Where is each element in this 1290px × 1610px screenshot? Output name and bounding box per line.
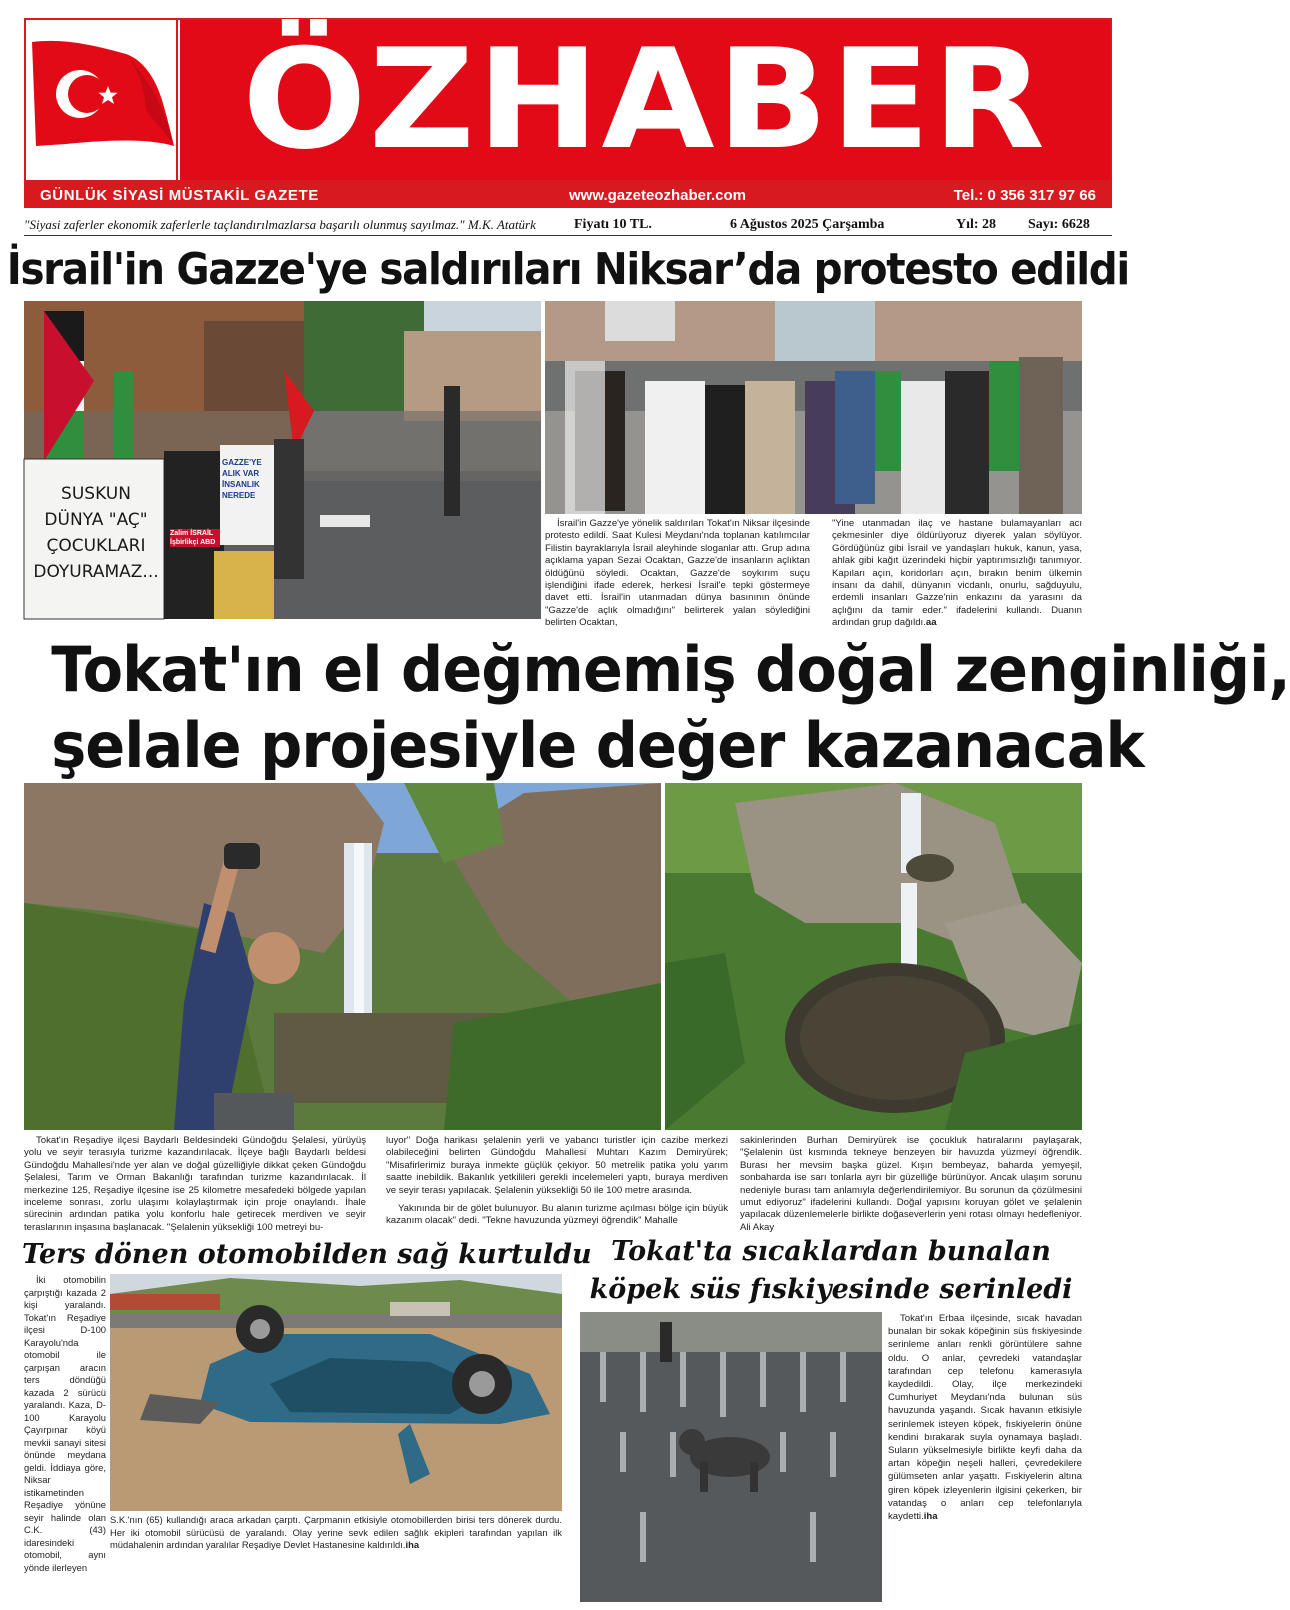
- story2-text-4: sakinlerinden Burhan Demiryürek ise çocukluk hatıralarını paylaşarak, "Şelalenin üst kısmında tekneye benzeyen bir havuzda yüzmeyi öğrendik. Burası her mevsim başka güzel. Kışın bembeyaz, baharda yemyeşil, sonbaharda ise sarı tonlarla ayrı bir güzelliğe bürünüyor. Ancak ulaşım sorunu nedeniyle burası tam anlamıyla değerlendirilemiyor. Bu sorunun da çözülmesini umut ediyoruz" ifadelerini kullandı. Doğal yapısını koruyan gölet ve şelalenin yapılacak düzenlemelerle birlikte doğaseverlerin yeni rotası olmayı hedefleniyor. Ali Akay: [740, 1135, 1082, 1233]
- masthead-info-bar: [24, 182, 1112, 208]
- protest-sign-text: SUSKUN DÜNYA "AÇ" ÇOCUKLARI DOYURAMAZ...: [33, 484, 159, 582]
- story2-text-3: Yakınında bir de gölet bulunuyor. Bu alanın turizme açılması bölge için büyük kazanım olacak" dedi. "Tekne havuzunda yüzmeyi öğrendik" Mahalle: [386, 1203, 728, 1227]
- story4-agency: iha: [923, 1511, 938, 1523]
- phone-number: Tel.: 0 356 317 97 66: [953, 186, 1096, 204]
- photo-overturned-car: [110, 1274, 562, 1511]
- headline-line-2: köpek süs fıskiyesinde serinledi: [589, 1274, 1073, 1305]
- story3-text-1: İki otomobilin çarpıştığı kazada 2 kişi yaralandı. Tokat'ın Reşadiye ilçesi D-100 Karayolu'nda otomobil ile çarpışan aracın ters döndüğü kazada 2 sürücü yaralandı. Kaza, D-100 Karayolu Çayırpınar köyü mevkii sanayi sitesi önünde meydana geldi. İddiaya göre, Niksar istikametinden Reşadiye yönüne seyir halinde olan C.K. (43) idaresindeki otomobil, aynı yönde ilerleyen: [24, 1274, 106, 1573]
- story2-column-1: [24, 1135, 366, 1231]
- story1-column-2: [832, 518, 1082, 629]
- flag-icon: [26, 20, 178, 180]
- photo-waterfall-aerial: [665, 783, 1082, 1130]
- issue-info-row: [24, 214, 1112, 236]
- headline-text: İsrail'in Gazze'ye saldırıları Niksar’da protesto edildi: [6, 243, 1130, 295]
- ataturk-quote: "Siyasi zaferler ekonomik zaferlerle taçlandırılmazlarsa başarılı olunmuş sayılmaz." M.K. Atatürk: [24, 216, 536, 232]
- issue-number: Sayı: 6628: [1028, 216, 1090, 232]
- tagline: GÜNLÜK SİYASİ MÜSTAKİL GAZETE: [40, 186, 319, 204]
- story2-text-2: luyor" Doğa harikası şelalenin yerli ve yabancı turistler için cazibe merkezi olabileceğini belirten Gündoğdu Mahallesi Muhtarı Kazım Demiryürek; "Misafirlerimiz buraya inmekte güçlük çekiyor. 50 metrelik patika yolu yarım saatte inebildik. Bakanlık yetkilileri gerekli incelemeleri yaptı, buraya merdiven ve seyir terası yapılacak. Şelalenin yüksekliği 50 ile 100 metre arasında.: [386, 1135, 728, 1196]
- photo-dog-fountain: [580, 1312, 882, 1602]
- protest-sign-text-2: GAZZE'YE ALIK VAR İNSANLIK NEREDE: [222, 458, 262, 500]
- protest-sign-text-3: Zalim İSRAİL İşbirlikçi ABD: [170, 529, 220, 547]
- headline-line-2: şelale projesiyle değer kazanacak: [51, 709, 1144, 782]
- headline-line-1: Tokat'ta sıcaklardan bunalan: [611, 1236, 1051, 1267]
- headline-niksar-protest: [6, 240, 1130, 298]
- photo-waterfall-selfie: [24, 783, 661, 1130]
- newspaper-title-band: [180, 20, 1110, 180]
- story4-column: [888, 1312, 1082, 1604]
- story4-text: Tokat'ın Erbaa ilçesinde, sıcak havadan bunalan bir sokak köpeğinin süs fıskiyesinde serinleme anları renkli görüntülere sahne oldu. O anlar, çevredeki vatandaşlar tarafından cep telefonu kamerasıyla kaydedildi. Olay, ilçe merkezindeki Cumhuriyet Meydanı'nda bulunan süs havuzunda yaşandı. Sıcak havanın etkisiyle serinlemek isteyen köpek, fıskiyelerin önüne kendini bırakarak suyla oynamaya başladı. Suların yükselmesiyle birlikte keyfi daha da artan köpeğin neşeli halleri, çevredekilere gülümseten anlar yaşattı. Fıskiyelerin altına giren köpek izleyenlerin ilgisini çekerken, bir vatandaş o anları cep telefonlarıyla kaydetti.: [888, 1313, 1082, 1523]
- story3-bottom-column: [110, 1514, 562, 1604]
- story1-agency: aa: [925, 617, 937, 629]
- website-link[interactable]: www.gazeteozhaber.com: [569, 186, 746, 204]
- price: Fiyatı 10 TL.: [574, 216, 652, 232]
- story2-text-1: Tokat'ın Reşadiye ilçesi Baydarlı Beldesindeki Gündoğdu Şelalesi, yürüyüş yolu ve seyir terasıyla turizme kazandırılacak. İlçeye bağlı Baydarlı beldesi Gündoğdu Mahallesi'nde yer alan ve doğal güzelliğiyle dikkat çeken Gündoğdu Şelalesi, Tarım ve Orman Bakanlığı tarafından turizme kazandırılacak. İl merkezine 125, Reşadiye ilçesine ise 25 kilometre mesafedeki bölgede yapılan inceleme sonrası, zorlu ulaşımı kolaylaştırmak için proje onaylandı. İhale sürecinin ardından patika yolu konforlu hale getirecek merdiven ve seyir teraslarının inşasına başlanacak. "Şelalenin yüksekliği 100 metreyi bu-: [24, 1135, 366, 1233]
- story3-side-column: [24, 1274, 106, 1604]
- issue-date: 6 Ağustos 2025 Çarşamba: [730, 216, 885, 232]
- story3-text-2: S.K.'nın (65) kullandığı araca arkadan çarptı. Çarpmanın etkisiyle otomobillerden birisi ters dönerek durdu. Her iki otomobil sürücüsü de yaralandı. Olay yerine sevk edilen sağlık ekipleri tarafından yapılan ilk müdahalenin ardından yaralılar Reşadiye Devlet Hastanesine kaldırıldı.: [110, 1514, 562, 1550]
- issue-year: Yıl: 28: [956, 216, 997, 232]
- newspaper-title: ÖZHABER: [242, 19, 1048, 180]
- story2-column-2: [386, 1135, 728, 1231]
- story1-column-1: [545, 518, 810, 629]
- photo-protest-square: [545, 301, 1082, 514]
- headline-waterfall: [24, 632, 1290, 784]
- turkish-flag-logo: [26, 20, 178, 180]
- story3-agency: iha: [405, 1539, 420, 1550]
- story1-text-2: "Yine utanmadan ilaç ve hastane bulamayanları acı çekmesinler diye öldürüyoruz diyerek yalan söylüyor. Gördüğünüz gibi İsrail ve yandaşları hukuk, kanun, yasa, ahlak gibi kağıt üzerindeki hiçbir yaptırımsızlığı tanımıyor. Kapıları açın, koridorları açın, bırakın benim ülkemin insanı da dahil, dünyanın vicdanlı, onurlu, sağduyulu, erdemli insanları Gazze'nin enkazını da yarasını da açlığını da tamir eder." ifadelerini kullandı. Duanın ardından grup dağıldı.: [832, 518, 1082, 629]
- headline-line-1: Tokat'ın el değmemiş doğal zenginliği,: [51, 633, 1290, 706]
- story1-text-1: İsrail'in Gazze'ye yönelik saldırıları Tokat'ın Niksar ilçesinde protesto edildi. Saat Kulesi Meydanı'nda toplanan katılımcılar Filistin bayraklarıyla İsrail aleyhinde sloganlar attı. Grup adına açıklama yapan Sezai Ocaktan, Gazze'de insanların açlıktan öldüğünü söyledi. Ocaktan, Gazze'de soykırım suçu işlendiğini ifade ederek, herkesi İsrail'e tepki göstermeye davet etti. İsrail'in utanmadan dünya basınının önünde "Gazze'de açlık olmadığını" belirterek yalan söylediğini belirten Ocaktan,: [545, 518, 810, 629]
- photo-protest-street: [24, 301, 541, 619]
- headline-dog-fountain: [580, 1233, 1082, 1309]
- masthead: [24, 18, 1112, 182]
- story2-column-3: [740, 1135, 1082, 1231]
- headline-car-crash: Ters dönen otomobilden sağ kurtuldu: [22, 1239, 592, 1270]
